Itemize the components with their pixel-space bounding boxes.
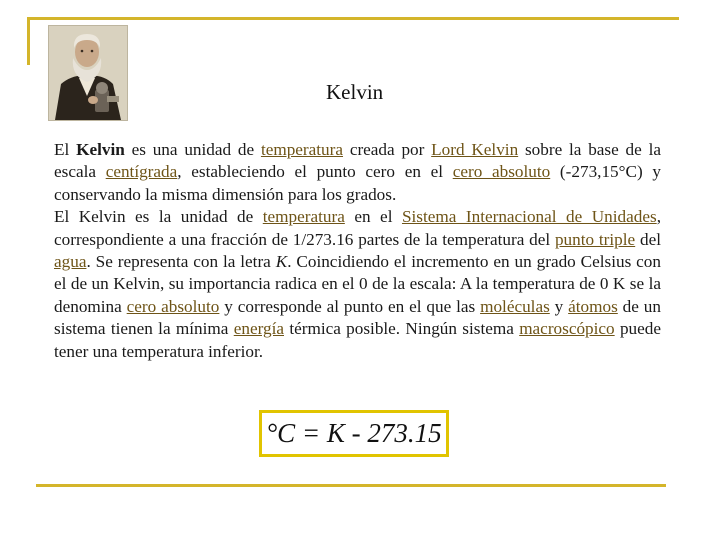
text-run: El Kelvin es la unidad de xyxy=(54,207,263,227)
link-macroscópico[interactable]: macroscópico xyxy=(519,319,615,339)
text-run: sobre la base de la escala xyxy=(54,140,661,182)
text-run: y xyxy=(549,296,569,316)
text-run: , estableciendo el punto cero en el xyxy=(177,162,453,182)
text-run: térmica posible. Ningún sistema xyxy=(284,319,520,339)
link-agua[interactable]: agua xyxy=(54,252,87,272)
text-run: puede tener una temperatura inferior. xyxy=(54,319,661,361)
link-lord-kelvin[interactable]: Lord Kelvin xyxy=(431,140,519,159)
text-run: . Se representa con la letra xyxy=(86,252,276,272)
text-run: en el xyxy=(344,207,402,227)
link-centígrada[interactable]: centígrada xyxy=(105,162,178,182)
text-run: del xyxy=(635,229,661,249)
body-text xyxy=(54,139,661,363)
top-bracket-horizontal xyxy=(27,17,679,20)
top-bracket-vertical xyxy=(27,17,30,65)
text-run: y corresponde al punto en el que las xyxy=(219,296,481,316)
link-moléculas[interactable]: moléculas xyxy=(480,296,550,316)
link-átomos[interactable]: átomos xyxy=(568,296,618,316)
link-temperatura[interactable]: temperatura xyxy=(260,140,344,159)
text-run: creada por xyxy=(343,140,432,159)
bottom-rule xyxy=(36,484,666,487)
italic-symbol: K xyxy=(275,252,288,272)
formula-box: °C = K - 273.15 xyxy=(259,410,449,457)
paragraph-2 xyxy=(54,206,661,363)
link-cero-absoluto[interactable]: cero absoluto xyxy=(452,162,551,182)
slide-title: Kelvin xyxy=(326,80,384,104)
text-run: es una unidad de xyxy=(124,140,261,159)
link-energía[interactable]: energía xyxy=(233,319,284,339)
link-punto-triple[interactable]: punto triple xyxy=(554,229,636,249)
text-run: (-273,15°C) y conservando la misma dimensión para los grados. xyxy=(54,162,661,204)
text-run: El xyxy=(54,140,77,159)
link-temperatura[interactable]: temperatura xyxy=(262,207,345,227)
link-sistema-internacional-de-unidades[interactable]: Sistema Internacional de Unidades xyxy=(401,207,657,227)
paragraph-1 xyxy=(54,139,661,206)
kelvin-portrait-icon xyxy=(48,25,128,121)
text-run: . Coincidiendo el incremento en un grado Celsius con el de un Kelvin, su importancia radica en el 0 de la escala: A la temperatura de 0 K se la denomina xyxy=(54,252,661,316)
text-run: , correspondiente a una fracción de 1/273.16 partes de la temperatura del xyxy=(54,207,661,249)
bold-term: Kelvin xyxy=(76,140,125,159)
text-run: de un sistema tienen la mínima xyxy=(54,296,661,339)
link-cero-absoluto[interactable]: cero absoluto xyxy=(126,296,220,316)
